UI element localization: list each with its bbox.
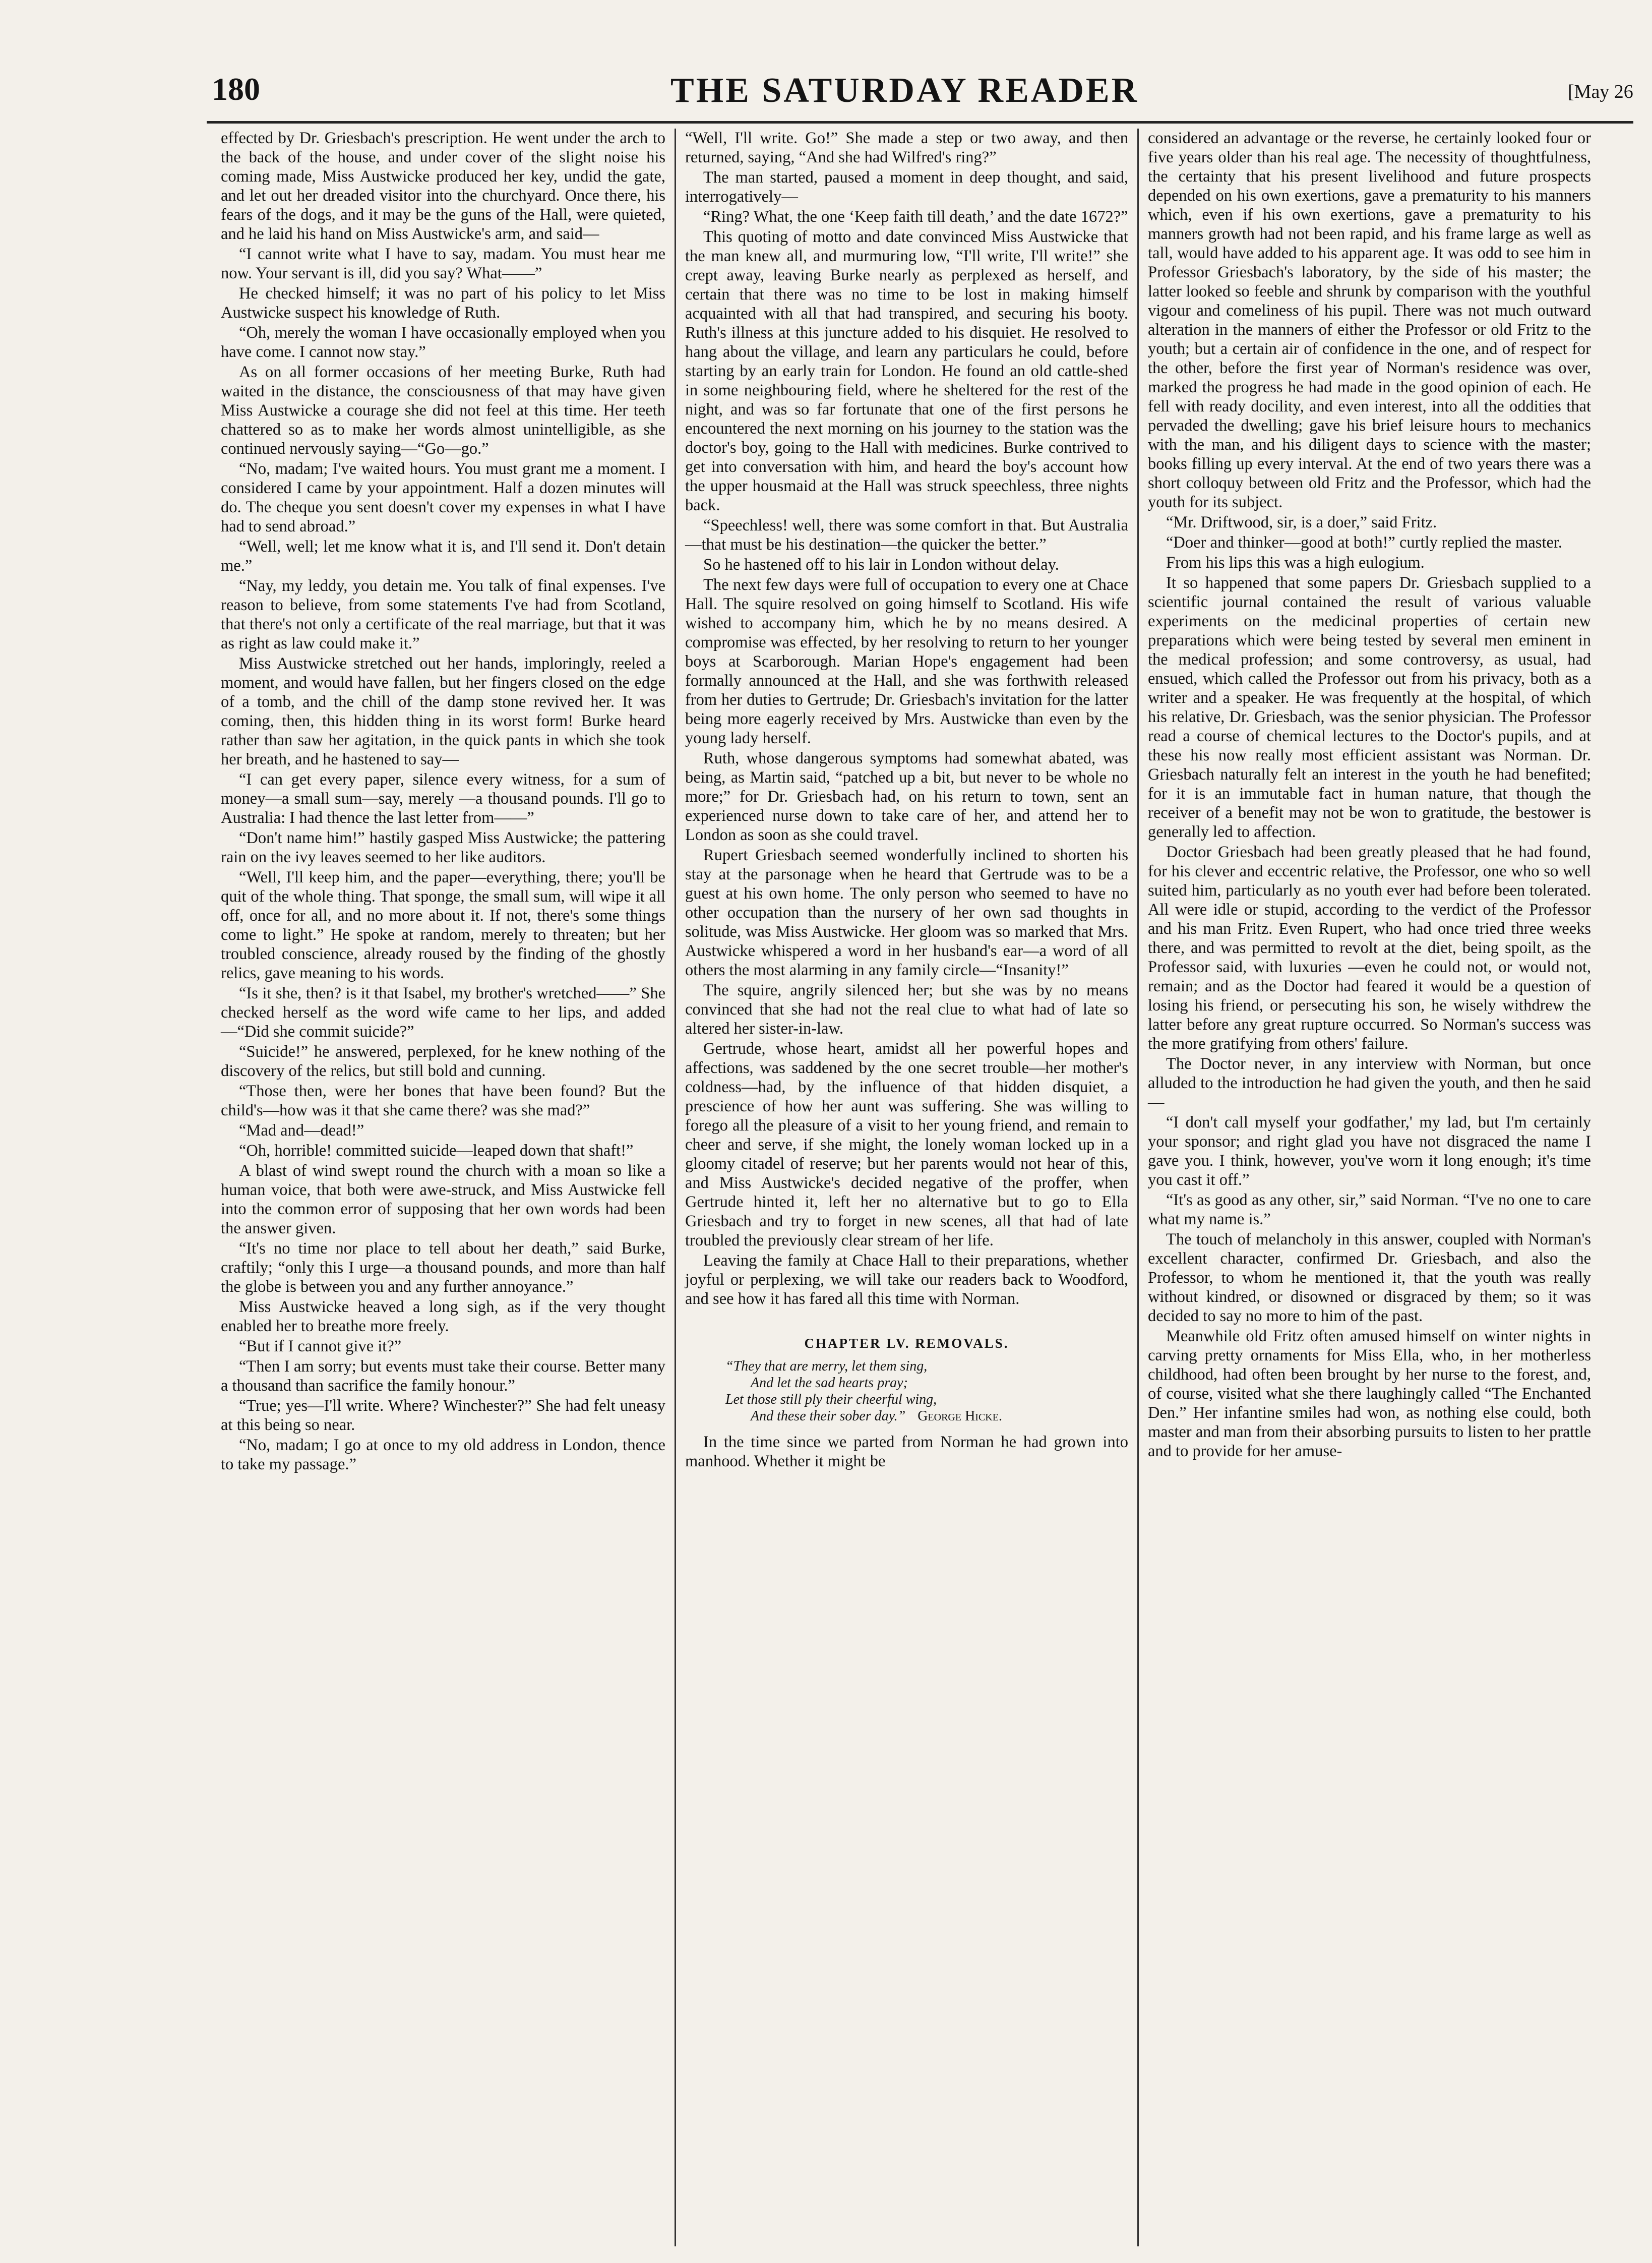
article-paragraph: Gertrude, whose heart, amidst all her powerful hopes and affections, was saddened by the one secret trouble—her mother's coldness—had, by the influence of that hidden disquiet, a prescience of how her aunt was suffering. She was willing to forego all the pleasure of a visit to her young friend, and remain to cheer and serve, if she might, the lonely woman locked up in a gloomy citadel of reserve; but her parents would not hear of this, and Miss Austwicke's decided negative of the proffer, when Gertrude hinted it, left her no alternative but to go to Ella Griesbach and try to forget in new scenes, all that had of late troubled the previously clear stream of her life. [685,1040,1128,1249]
issue-date: [May 26 [1568,81,1633,102]
article-paragraph: “Ring? What, the one ‘Keep faith till death,’ and the date 1672?” [703,208,1128,226]
article-paragraph: “Doer and thinker—good at both!” curtly replied the master. [1166,533,1563,552]
chapter-heading: CHAPTER LV. REMOVALS. [804,1336,1009,1351]
column-3 [1137,129,1600,2246]
article-paragraph: “Well, well; let me know what it is, and I'll send it. Don't detain me.” [221,538,665,575]
article-paragraph: “No, madam; I've waited hours. You must grant me a moment. I considered I came by your appointment. Half a dozen minutes will do. The cheque you sent doesn't cover my expenses in what I have had to send abroad.” [221,460,665,535]
masthead-title: THE SATURDAY READER [670,71,1139,110]
article-paragraph: The touch of melancholy in this answer, coupled with Norman's excellent character, confirmed Dr. Griesbach, and also the Professor, to whom he mentioned it, that the youth was really without kindred, or disowned or disgraced by them; so it was decided to say no more to him of the past. [1148,1230,1591,1325]
column-1 [212,129,675,2246]
article-paragraph: Rupert Griesbach seemed wonderfully inclined to shorten his stay at the parsonage when he heard that Gertrude was to be a guest at his own home. The only person who seemed to have no other occupation than the nursery of her own sad thoughts in solitude, was Miss Austwicke. Her gloom was so marked that Mrs. Austwicke whispered a word in her husband's ear—a word of all others the most alarming in any family circle—“Insanity!” [685,846,1128,979]
article-paragraph: The man started, paused a moment in deep thought, and said, interrogatively— [685,168,1128,206]
article-paragraph: “I can get every paper, silence every witness, for a sum of money—a small sum—say, merely —a thousand pounds. I'll go to Australia: I had thence the last letter from——” [221,770,665,827]
article-paragraph: It so happened that some papers Dr. Griesbach supplied to a scientific journal contained the result of various valuable experiments on the medicinal properties of certain new preparations which were being tested by several men eminent in the medical profession; and some controversy, as usual, had ensued, which called the Professor out from his privacy, both as a writer and a speaker. He was frequently at the hospital, of which his relative, Dr. Griesbach, was the senior physician. The Professor read a course of chemical lectures to the Doctor's pupils, and at these his now really most efficient assistant was Norman. Dr. Griesbach naturally felt an interest in the youth he had benefited; for it is an immutable fact in human nature, that though the receiver of a benefit may not be won to gratitude, the bestower is generally led to affection. [1148,574,1591,841]
article-paragraph: “Is it she, then? is it that Isabel, my brother's wretched——” She checked herself as the word wife came to her lips, and added—“Did she commit suicide?” [221,984,665,1041]
article-paragraph: Miss Austwicke stretched out her hands, imploringly, reeled a moment, and would have fallen, but her fingers closed on the edge of a tomb, and the chill of the damp stone revived her. It was coming, then, this hidden thing in its worst form! Burke heard rather than saw her agitation, in the quick pants in which she took her breath, and he hastened to say— [221,654,665,768]
article-paragraph: This quoting of motto and date convinced Miss Austwicke that the man knew all, and murmuring low, “I'll write, I'll write!” she crept away, leaving Burke nearly as perplexed as herself, and certain that there was no time to be lost in making himself acquainted with all that had transpired, and securing his booty. Ruth's illness at this juncture added to his disquiet. He resolved to hang about the village, and learn any particulars he could, before starting by an early train for London. He found an old cattle-shed in some neighbouring field, where he sheltered for the rest of the night, and was so far fortunate that one of the first persons he encountered the next morning on his journey to the station was the doctor's boy, going to the Hall with medicines. Burke contrived to get into conversation with him, and heard the boy's account how the upper housmaid at the Hall was struck speechless, three nights back. [685,228,1128,514]
article-paragraph: “Speechless! well, there was some comfort in that. But Australia—that must be his destination—the quicker the better.” [685,516,1128,554]
article-paragraph: “Mr. Driftwood, sir, is a doer,” said Fritz. [1166,513,1437,531]
epigraph-line-text: And these their sober day.” [751,1408,906,1424]
article-paragraph: “True; yes—I'll write. Where? Winchester?” She had felt uneasy at this being so near. [221,1397,665,1434]
epigraph-line-last [725,1408,1128,1424]
epigraph-line: And let the sad hearts pray; [751,1375,908,1391]
article-paragraph: “Oh, merely the woman I have occasionally employed when you have come. I cannot now stay.” [221,324,665,361]
article-paragraph: considered an advantage or the reverse, he certainly looked four or five years older than his real age. The necessity of thoughtfulness, the certainty that his present livelihood and future prospects depended on his own exertions, gave a prematurity to his manners which, even if his own exertions, gave a prematurity to his manners growth had not been rapid, and his frame large as well as tall, would have added to his apparent age. It was odd to see him in Professor Griesbach's laboratory, by the side of his master; the latter looked so feeble and shrunk by comparison with the youthful vigour and comeliness of his pupil. There was not much outward alteration in the manners of either the Professor or old Fritz to the youth; but a certain air of confidence in the one, and of respect for the other, before the first year of Norman's residence was over, marked the progress he had made in the good opinion of each. He fell with ready docility, and even interest, into all the oddities that pervaded the dwelling; gave his brief leisure hours to mechanics with the man, and his diligent days to science with the master; books filling up every interval. At the end of two years there was a short colloquy between old Fritz and the Professor, which had the youth for its subject. [1148,129,1591,511]
epigraph-line: “They that are merry, let them sing, [725,1358,928,1374]
header-rule [207,121,1633,124]
article-paragraph: The Doctor never, in any interview with Norman, but once alluded to the introduction he had given the youth, and then he said— [1148,1055,1591,1111]
article-paragraph: From his lips this was a high eulogium. [1166,554,1425,572]
article-paragraph: As on all former occasions of her meeting Burke, Ruth had waited in the distance, the consciousness of that may have given Miss Austwicke a courage she did not feel at this time. Her teeth chattered so as to make her words almost unintelligible, as she continued nervously saying—“Go—go.” [221,363,665,458]
article-paragraph: “I don't call myself your godfather,' my lad, but I'm certainly your sponsor; and right glad you have not disgraced the name I gave you. I think, however, you've worn it long enough; it's time you cast it off.” [1148,1113,1591,1189]
article-paragraph: “But if I cannot give it?” [239,1337,402,1355]
article-paragraph: A blast of wind swept round the church with a moan so like a human voice, that both were awe-struck, and Miss Austwicke fell into the common error of supposing that her own words had been the answer given. [221,1162,665,1237]
column-2 [675,129,1137,2246]
article-paragraph: effected by Dr. Griesbach's prescription. He went under the arch to the back of the house, and under cover of the slight noise his coming made, Miss Austwicke produced her key, undid the gate, and let out her dreaded visitor into the churchyard. Once there, his fears of the dogs, and it may be the guns of the Hall, were quieted, and he laid his hand on Miss Austwicke's arm, and said— [221,129,665,243]
article-paragraph: “No, madam; I go at once to my old address in London, thence to take my passage.” [221,1436,665,1473]
article-paragraph: Meanwhile old Fritz often amused himself on winter nights in carving pretty ornaments for Miss Ella, who, in her motherless childhood, had often been brought by her nurse to the forest, and, of course, visited what she there laughingly called “The Enchanted Den.” Her infantine smiles had won, as nothing else could, both master and man from their absorbing pursuits to listen to her prattle and to provide for her amuse- [1148,1327,1591,1460]
article-paragraph: “Don't name him!” hastily gasped Miss Austwicke; the pattering rain on the ivy leaves seemed to her like auditors. [221,829,665,866]
article-paragraph: “Well, I'll keep him, and the paper—everything, there; you'll be quit of the whole thing. That sponge, the small sum, will wipe it all off, once for all, and no more about it. If not, there's some things come to light.” He spoke at random, merely to threaten; but her troubled conscience, already roused by the finding of the ghostly relics, gave meaning to his words. [221,868,665,982]
article-paragraph: “Those then, were her bones that have been found? But the child's—how was it that she came there? was she mad?” [221,1082,665,1119]
article-paragraph: The squire, angrily silenced her; but she was by no means convinced that she had not the real clue to what had of late so altered her sister-in-law. [685,981,1128,1038]
page-number: 180 [212,71,260,107]
article-paragraph: He checked himself; it was no part of his policy to let Miss Austwicke suspect his knowledge of Ruth. [221,284,665,322]
article-paragraph: The next few days were full of occupation to every one at Chace Hall. The squire resolved on going himself to Scotland. His wife wished to accompany him, which he by no means desired. A compromise was effected, by her resolving to return to her younger boys at Scarborough. Marian Hope's engagement had been formally announced at the Hall, and she was forthwith released from her duties to Gertrude; Dr. Griesbach's invitation for the latter being more eagerly received by Mrs. Austwicke than even by the young lady herself. [685,576,1128,747]
article-paragraph: “It's as good as any other, sir,” said Norman. “I've no one to care what my name is.” [1148,1191,1591,1228]
article-paragraph: “I cannot write what I have to say, madam. You must hear me now. Your servant is ill, did you say? What——” [221,245,665,282]
article-paragraph: “Oh, horrible! committed suicide—leaped down that shaft!” [239,1142,634,1160]
article-paragraph: Doctor Griesbach had been greatly pleased that he had found, for his clever and eccentric relative, the Professor, one who so well suited him, particularly as no youth ever had before been tolerated. All were idle or stupid, according to the verdict of the Professor and his man Fritz. Even Rupert, who had once tried three weeks there, and was permitted to revolt at the diet, being spoilt, as the Professor said, with luxuries —even he could not, or would not, remain; and as the Doctor had feared it would be a question of losing his friend, or persecuting his son, he wisely withdrew the latter before any great rupture occurred. So Norman's success was the more gratifying from others' failure. [1148,843,1591,1053]
article-paragraph: “Nay, my leddy, you detain me. You talk of final expenses. I've reason to believe, from some statements I've had from Scotland, that there's not only a certificate of the real marriage, but that it was as right as law could make it.” [221,577,665,652]
article-paragraph: “Suicide!” he answered, perplexed, for he knew nothing of the discovery of the relics, but still bold and cunning. [221,1043,665,1080]
article-paragraph: So he hastened off to his lair in London without delay. [703,556,1059,574]
article-paragraph: “Well, I'll write. Go!” She made a step or two away, and then returned, saying, “And she had Wilfred's ring?” [685,129,1128,166]
epigraph-attribution: George Hicke. [917,1408,1002,1424]
chapter-epigraph [725,1358,1128,1424]
article-paragraph: “Then I am sorry; but events must take their course. Better many a thousand than sacrifice the family honour.” [221,1357,665,1395]
article-paragraph: Leaving the family at Chace Hall to their preparations, whether joyful or perplexing, we will take our readers back to Woodford, and see how it has fared all this time with Norman. [685,1252,1128,1308]
page-header [0,66,1652,121]
column-2-body [685,129,1128,1308]
article-paragraph: “It's no time nor place to tell about her death,” said Burke, craftily; “only this I urge—a thousand pounds, and more than half the globe is between you and any further annoyance.” [221,1239,665,1296]
article-paragraph: “Mad and—dead!” [239,1121,364,1140]
article-paragraph: Miss Austwicke heaved a long sigh, as if the very thought enabled her to breathe more freely. [221,1298,665,1335]
chapter-opening-paragraph: In the time since we parted from Norman he had grown into manhood. Whether it might be [685,1433,1128,1470]
epigraph-line: Let those still ply their cheerful wing, [725,1392,937,1407]
article-paragraph: Ruth, whose dangerous symptoms had somewhat abated, was being, as Martin said, “patched up a bit, but never to be whole no more;” for Dr. Griesbach had, on his return to town, sent an experienced nurse down to take care of her, and attend her to London as soon as she could travel. [685,749,1128,844]
article-columns [212,129,1638,2246]
